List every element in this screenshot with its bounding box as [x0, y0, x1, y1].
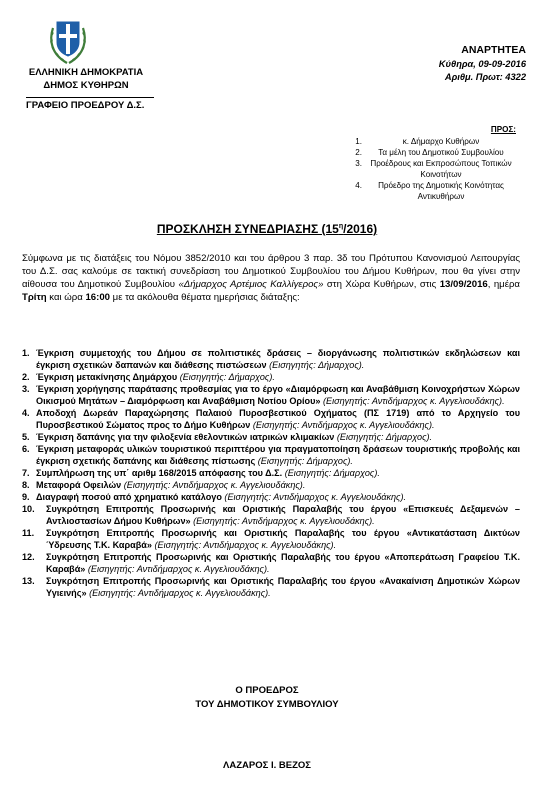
recipient-text: Προέδρους και Εκπροσώπους Τοπικών Κοινοτήτων: [370, 159, 512, 179]
agenda-reporter: (Εισηγητής: Δήμαρχος).: [284, 468, 380, 478]
recipient-item: [320, 158, 516, 180]
agenda-subject: Μεταφορά Οφειλών: [36, 480, 122, 490]
municipality-name: ΔΗΜΟΣ ΚΥΘΗΡΩΝ: [43, 79, 129, 91]
intro-paragraph: [22, 252, 520, 304]
agenda-subject: Συγκρότηση Επιτροπής Προσωρινής και Οριστικής Παραλαβής του έργου «Αντικατάσταση Δικτύων Ύδρευσης Τ.Κ. Καραβά»: [46, 528, 520, 550]
republic-name: ΕΛΛΗΝΙΚΗ ΔΗΜΟΚΡΑΤΙΑ: [28, 67, 144, 78]
agenda-list: [22, 347, 520, 599]
agenda-number: 3.: [22, 384, 30, 394]
recipient-item: [320, 147, 516, 158]
recipient-text: Πρόεδρο της Δημοτικής Κοινότητας Αντικυθήρων: [378, 181, 504, 201]
agenda-subject: Έγκριση συμμετοχής του Δήμου σε πολιτιστικές δράσεις – διοργάνωσης πολιτιστικών εκδηλώσεων και έγκριση σχετικών δαπανών και διάθεσης πιστώσεων: [36, 348, 520, 370]
intro-text: και ώρα: [46, 292, 86, 303]
agenda-reporter: (Εισηγητής: Αντιδήμαρχος κ. Αγγελιουδάκης).: [123, 480, 306, 490]
agenda-number: 7.: [22, 468, 30, 478]
agenda-item: [22, 527, 520, 551]
agenda-item: [22, 431, 520, 443]
agenda-item: [22, 467, 520, 479]
agenda-item: [22, 383, 520, 407]
agenda-number: 8.: [22, 480, 30, 490]
recipient-item: [320, 180, 516, 202]
recipients-title: ΠΡΟΣ:: [490, 125, 516, 134]
signatory-role-line: Ο ΠΡΟΕΔΡΟΣ: [235, 685, 299, 696]
agenda-subject: Συγκρότηση Επιτροπής Προσωρινής και Οριστικής Παραλαβής του έργου «Αποπεράτωση Γραφείου Τ.Κ. Καραβά»: [46, 552, 520, 574]
agenda-reporter: (Εισηγητής: Δήμαρχος).: [269, 360, 365, 370]
intro-text: Σύμφωνα με τις διατάξεις του Νόμου 3852/2010 και του άρθρου 3 παρ. 3δ του Πρότυπου Κανονισμού Λειτουργίας του Δ.Σ. σας καλούμε σε τακτική συνεδρίαση του Δημοτικού Συμβουλίου του Δήμου Κυθήρων, που θα γίνει στην αίθουσα του Δημοτικού Συμβουλίου: [22, 253, 520, 290]
agenda-number: 2.: [22, 372, 30, 382]
agenda-reporter: (Εισηγητής: Αντιδήμαρχος κ. Αγγελιουδάκης).: [252, 420, 435, 430]
agenda-reporter: (Εισηγητής: Αντιδήμαρχος κ. Αγγελιουδάκης).: [87, 564, 270, 574]
agenda-number: 11.: [22, 528, 35, 538]
agenda-subject: Έγκριση μεταφοράς υλικών τουριστικού περιπτέρου για πραγματοποίηση δράσεων τουριστικής προβολής και έγκριση σχετικής δαπάνης και διάθεσης πίστωσης: [36, 444, 520, 466]
agenda-reporter: (Εισηγητής: Αντιδήμαρχος κ. Αγγελιουδάκης).: [224, 492, 407, 502]
agenda-subject: Συγκρότηση Επιτροπής Προσωρινής και Οριστικής Παραλαβής του έργου «Επισκευές Δεξαμενών – Αντλιοστασίων Δήμου Κυθήρων»: [46, 504, 520, 526]
agenda-subject: Έγκριση δαπάνης για την φιλοξενία εθελοντικών ιατρικών κλιμακίων: [36, 432, 335, 442]
meeting-time: 16:00: [85, 292, 111, 303]
agenda-item: [22, 479, 520, 491]
agenda-subject: Έγκριση χορήγησης παράτασης προθεσμίας για το έργο «Διαμόρφωση και Αναβάθμιση Κοινοχρήστων Χώρων Οικισμού Μητάτων – Διαμόρφωση και Αναβάθμιση Νοτίου Ορίου»: [36, 384, 520, 406]
venue-name: «Δήμαρχος Αρτέμιος Καλλίγερος»: [178, 279, 324, 290]
agenda-number: 12.: [22, 552, 35, 562]
place-date: Κύθηρα, 09-09-2016: [438, 58, 526, 69]
agenda-reporter: (Εισηγητής: Δήμαρχος).: [257, 456, 353, 466]
title-superscript: η: [338, 223, 344, 230]
issuer-block: [26, 67, 146, 92]
agenda-item: [22, 551, 520, 575]
document-meta: [326, 44, 526, 85]
recipient-text: κ. Δήμαρχο Κυθήρων: [402, 137, 480, 146]
title-tail: /2016): [343, 222, 378, 236]
agenda-number: 5.: [22, 432, 30, 442]
agenda-subject: Έγκριση μετακίνησης Δημάρχου: [36, 372, 178, 382]
protocol-number: Αριθμ. Πρωτ: 4322: [444, 72, 526, 82]
recipients-list: [320, 136, 516, 202]
agenda-number: 4.: [22, 408, 30, 418]
recipient-number: 2.: [355, 148, 362, 157]
meeting-date: 13/09/2016: [439, 279, 488, 290]
agenda-item: [22, 503, 520, 527]
agenda-item: [22, 491, 520, 503]
signatory-role-line: ΤΟΥ ΔΗΜΟΤΙΚΟΥ ΣΥΜΒΟΥΛΙΟΥ: [195, 699, 339, 710]
agenda-number: 10.: [22, 504, 35, 514]
agenda-item: [22, 443, 520, 467]
agenda-item: [22, 371, 520, 383]
recipient-item: [320, 136, 516, 147]
intro-text: με τα ακόλουθα θέματα ημερήσιας διάταξης:: [110, 292, 300, 303]
agenda-reporter: (Εισηγητής: Δήμαρχος).: [179, 372, 275, 382]
agenda-number: 1.: [22, 348, 30, 358]
intro-text: στη Χώρα Κυθήρων, στις: [323, 279, 440, 290]
recipients-block: [320, 124, 516, 202]
recipient-number: 3.: [355, 159, 362, 168]
agenda-subject: Συγκρότηση Επιτροπής Προσωρινής και Οριστικής Παραλαβής του έργου «Ανακαίνιση Δημοτικών Χώρων Υγιεινής»: [46, 576, 520, 598]
signatory-role: [0, 684, 534, 712]
intro-text: , ημέρα: [487, 279, 520, 290]
agenda-reporter: (Εισηγητής: Αντιδήμαρχος κ. Αγγελιουδάκης).: [154, 540, 337, 550]
office-name: ΓΡΑΦΕΙΟ ΠΡΟΕΔΡΟΥ Δ.Σ.: [26, 97, 154, 111]
agenda-subject: Αποδοχή Δωρεάν Παραχώρησης Παλαιού Πυροσβεστικού Οχήματος (ΠΣ 1719) από το Αρχηγείο του Πυροσβεστικού Σώματος προς το Δήμο Κυθήρων: [36, 408, 520, 430]
agenda-item: [22, 575, 520, 599]
agenda-item: [22, 407, 520, 431]
agenda-subject: Διαγραφή ποσού από χρηματικό κατάλογο: [36, 492, 222, 502]
agenda-reporter: (Εισηγητής: Δήμαρχος).: [336, 432, 433, 442]
recipient-number: 4.: [355, 181, 362, 190]
agenda-number: 9.: [22, 492, 30, 502]
agenda-number: 13.: [22, 576, 35, 586]
title-text: ΠΡΟΣΚΛΗΣΗ ΣΥΝΕΔΡΙΑΣΗΣ (15: [156, 222, 339, 236]
agenda-reporter: (Εισηγητής: Αντιδήμαρχος κ. Αγγελιουδάκης).: [322, 396, 505, 406]
signatory-name: ΛΑΖΑΡΟΣ Ι. ΒΕΖΟΣ: [223, 760, 311, 771]
greek-coat-of-arms-icon: [47, 16, 89, 66]
recipient-number: 1.: [355, 137, 362, 146]
agenda-item: [22, 347, 520, 371]
agenda-number: 6.: [22, 444, 30, 454]
recipient-text: Τα μέλη του Δημοτικού Συμβουλίου: [378, 148, 504, 157]
posting-label: ΑΝΑΡΤΗΤΕΑ: [461, 44, 526, 56]
document-title: [0, 222, 534, 236]
meeting-day: Τρίτη: [22, 292, 47, 303]
agenda-subject: Συμπλήρωση της υπ΄ αριθμ 168/2015 απόφασης του Δ.Σ.: [36, 468, 283, 478]
agenda-reporter: (Εισηγητής: Αντιδήμαρχος κ. Αγγελιουδάκης).: [89, 588, 271, 598]
agenda-reporter: (Εισηγητής: Αντιδήμαρχος κ. Αγγελιουδάκης).: [193, 516, 375, 526]
